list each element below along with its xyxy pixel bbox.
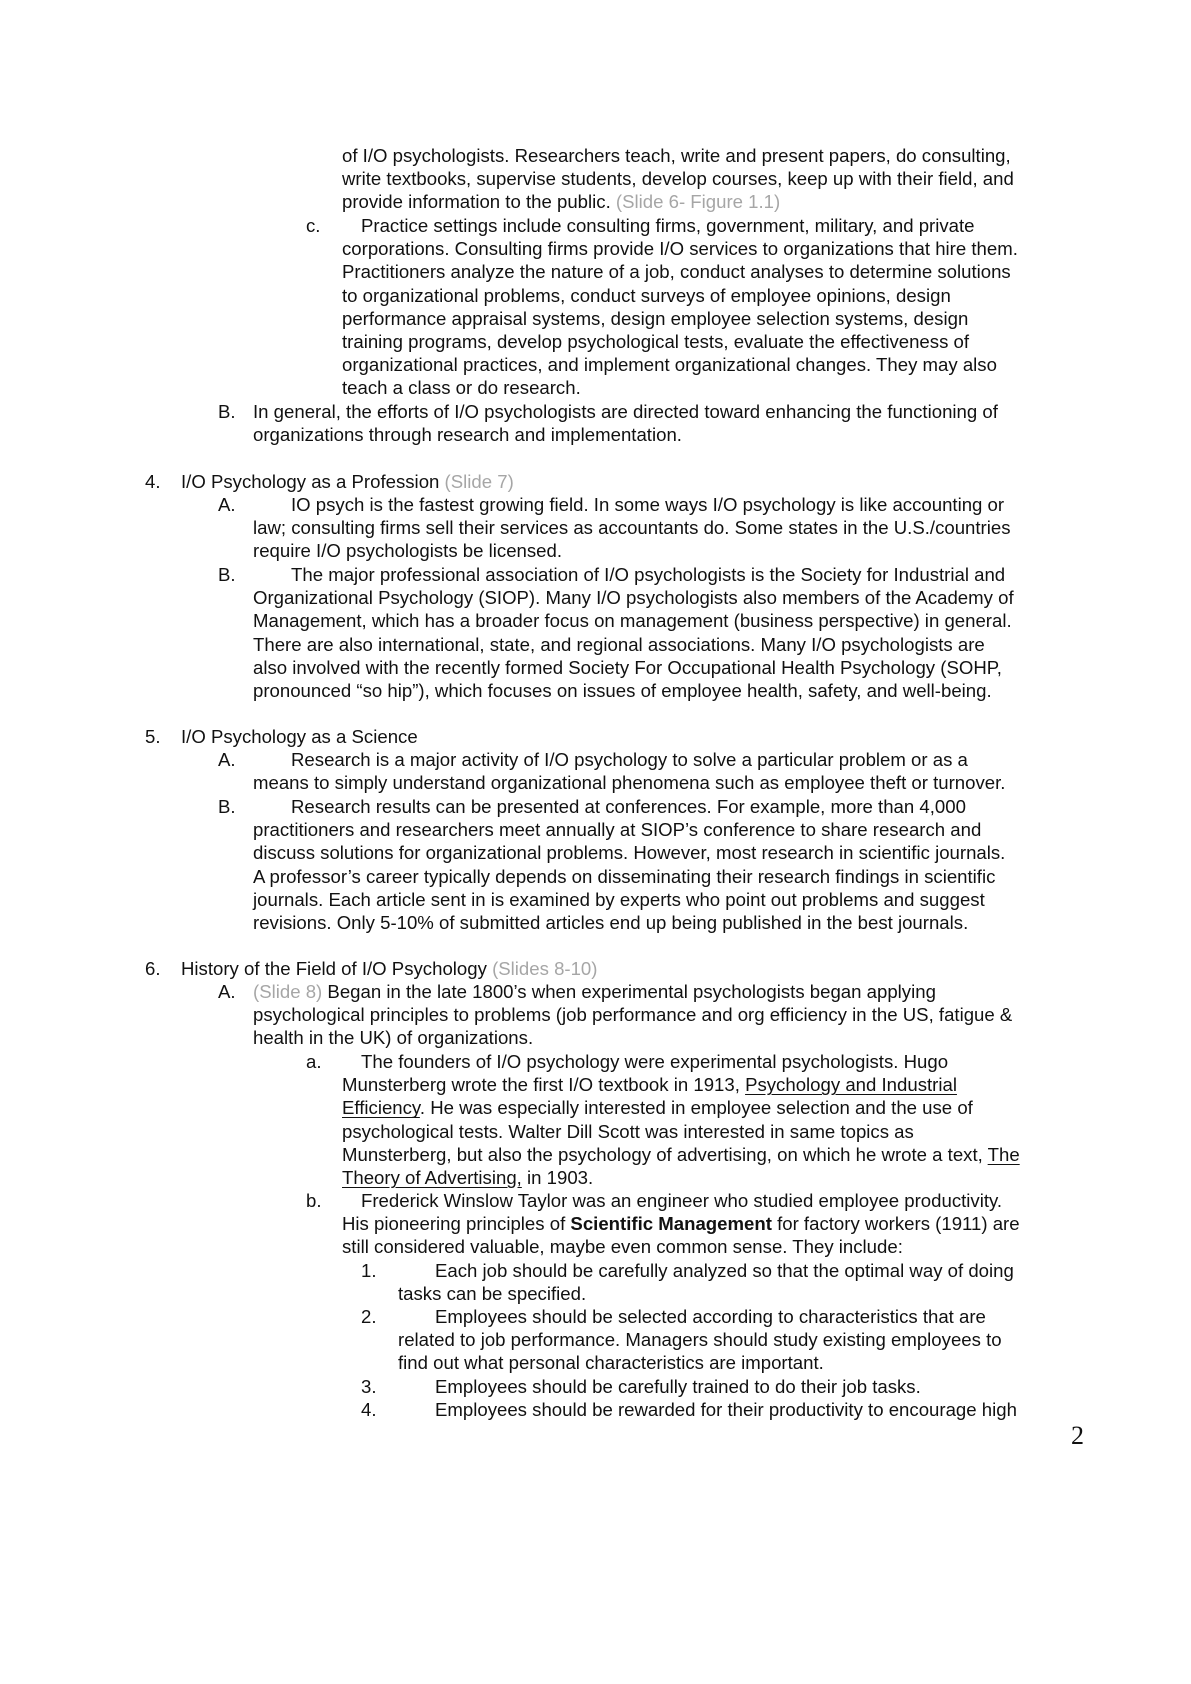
text-line: still considered valuable, maybe even common sense. They include: [342, 1236, 903, 1258]
text-line: Frederick Winslow Taylor was an engineer who studied employee productivity. [361, 1190, 1003, 1211]
text-line: revisions. Only 5-10% of submitted articles end up being published in the best journals. [253, 912, 969, 934]
list-label-3: 3. [361, 1376, 377, 1397]
text-line: Practitioners analyze the nature of a job, conduct analyses to determine solutions [342, 261, 1011, 283]
text-line: psychological tests. Walter Dill Scott was interested in same topics as [342, 1120, 914, 1142]
section-heading: History of the Field of I/O Psychology (Slides 8-10) [181, 958, 598, 979]
text-line: organizations through research and implementation. [253, 424, 682, 446]
text-line: Each job should be carefully analyzed so that the optimal way of doing [435, 1260, 1014, 1281]
text-line: journals. Each article sent in is examined by experts who point out problems and suggest [253, 888, 985, 910]
book-title: Psychology and Industrial [745, 1074, 957, 1096]
text-line: teach a class or do research. [342, 377, 581, 399]
text-line: Management, which has a broader focus on management (business perspective) in general. [253, 610, 1012, 632]
text-line: Research results can be presented at conferences. For example, more than 4,000 [291, 796, 966, 817]
text-line: of I/O psychologists. Researchers teach, write and present papers, do consulting, [342, 145, 1011, 166]
text-line: Theory of Advertising, in 1903. [342, 1167, 594, 1189]
list-item-b [342, 1189, 1020, 1259]
list-label-A: A. [218, 749, 236, 770]
numbered-item-3 [398, 1375, 921, 1398]
list-label-A: A. [218, 981, 236, 1002]
numbered-item-1 [398, 1259, 1014, 1305]
text-line: Employees should be selected according to characteristics that are [435, 1306, 986, 1327]
slide-reference: (Slides 8-10) [492, 958, 598, 979]
text-line: Employees should be rewarded for their productivity to encourage high [435, 1399, 1017, 1420]
text-line: write textbooks, supervise students, develop courses, keep up with their field, and [342, 168, 1014, 190]
text-line: There are also international, state, and regional associations. Many I/O psychologists are [253, 633, 985, 655]
list-label-B: B. [218, 564, 236, 585]
list-label-B: B. [218, 796, 236, 817]
list-item-A [253, 493, 1011, 563]
list-item-B [253, 795, 1005, 934]
text-line: Munsterberg wrote the first I/O textbook in 1913, Psychology and Industrial [342, 1074, 957, 1096]
text-line: related to job performance. Managers should study existing employees to [398, 1329, 1002, 1351]
section-heading: I/O Psychology as a Profession (Slide 7) [181, 471, 514, 492]
list-item-A [253, 980, 1012, 1050]
text-line: organizational practices, and implement organizational changes. They may also [342, 354, 997, 376]
book-title: Theory of Advertising, [342, 1167, 522, 1189]
list-item-a [342, 1050, 1020, 1189]
text-line: also involved with the recently formed Society For Occupational Health Psychology (SOHP, [253, 656, 1002, 678]
section-number: 6. [145, 958, 161, 979]
text-line: The founders of I/O psychology were experimental psychologists. Hugo [361, 1051, 949, 1072]
text-line: (Slide 8) Began in the late 1800’s when experimental psychologists began applying [253, 981, 936, 1002]
text-line: to organizational problems, conduct surveys of employee opinions, design [342, 284, 951, 306]
list-label-c: c. [306, 215, 321, 236]
text-line: corporations. Consulting firms provide I/O services to organizations that hire them. [342, 238, 1018, 260]
text-line: practitioners and researchers meet annually at SIOP’s conference to share research and [253, 819, 982, 841]
text-line: law; consulting firms sell their services as accountants do. Some states in the U.S./countries [253, 517, 1011, 539]
text-line: means to simply understand organizational phenomena such as employee theft or turnover. [253, 772, 1006, 794]
section-number: 5. [145, 726, 161, 747]
text-line: Employees should be carefully trained to do their job tasks. [435, 1376, 921, 1397]
list-label-4: 4. [361, 1399, 377, 1420]
slide-reference: (Slide 6- Figure 1.1) [615, 191, 781, 213]
text-line: Research is a major activity of I/O psychology to solve a particular problem or as a [291, 749, 968, 770]
text-line: health in the UK) of organizations. [253, 1027, 534, 1049]
slide-reference: (Slide 8) [253, 981, 323, 1002]
text-line: tasks can be specified. [398, 1283, 587, 1305]
list-item-c [342, 214, 1018, 400]
text-line: Munsterberg, but also the psychology of advertising, on which he wrote a text, The [342, 1143, 1020, 1165]
intro-paragraph [342, 144, 1014, 214]
text-line: Practice settings include consulting firms, government, military, and private [361, 215, 975, 236]
text-line: pronounced “so hip”), which focuses on issues of employee health, safety, and well-being. [253, 680, 992, 702]
list-label-a: a. [306, 1051, 322, 1072]
book-title: The [987, 1143, 1020, 1165]
text-line: find out what personal characteristics are important. [398, 1352, 824, 1374]
emphasis-term: Scientific Management [570, 1213, 772, 1235]
text-line: The major professional association of I/O psychologists is the Society for Industrial and [291, 564, 1006, 585]
text-line: IO psych is the fastest growing field. In some ways I/O psychology is like accounting or [291, 494, 1005, 515]
text-line: A professor’s career typically depends on disseminating their research findings in scientific [253, 865, 996, 887]
list-label-1: 1. [361, 1260, 377, 1281]
list-item-B [253, 400, 998, 446]
list-item-A [253, 748, 1005, 794]
text-line: His pioneering principles of Scientific Management for factory workers (1911) are [342, 1213, 1020, 1235]
list-label-b: b. [306, 1190, 322, 1211]
section-heading: I/O Psychology as a Science [181, 726, 418, 747]
page-number: 2 [1071, 1421, 1084, 1450]
book-title: Efficiency [342, 1097, 420, 1119]
text-line: psychological principles to problems (job performance and org efficiency in the US, fatigue & [253, 1004, 1013, 1026]
numbered-item-4 [398, 1398, 1017, 1421]
slide-reference: (Slide 7) [444, 471, 514, 492]
text-line: require I/O psychologists be licensed. [253, 540, 563, 562]
text-line: Efficiency. He was especially interested in employee selection and the use of [342, 1097, 973, 1119]
text-line: provide information to the public. (Slide 6- Figure 1.1) [342, 191, 781, 213]
section-number: 4. [145, 471, 161, 492]
list-label-B: B. [218, 401, 236, 422]
text-line: discuss solutions for organizational problems. However, most research in scientific journals. [253, 842, 1006, 864]
list-label-A: A. [218, 494, 236, 515]
list-item-B [253, 563, 1014, 702]
list-label-2: 2. [361, 1306, 377, 1327]
text-line: training programs, develop psychological tests, evaluate the effectiveness of [342, 331, 970, 353]
text-line: performance appraisal systems, design employee selection systems, design [342, 307, 969, 329]
text-line: In general, the efforts of I/O psychologists are directed toward enhancing the functioning of [253, 401, 998, 422]
text-line: Organizational Psychology (SIOP). Many I/O psychologists also members of the Academy of [253, 587, 1014, 609]
numbered-item-2 [398, 1305, 1002, 1375]
